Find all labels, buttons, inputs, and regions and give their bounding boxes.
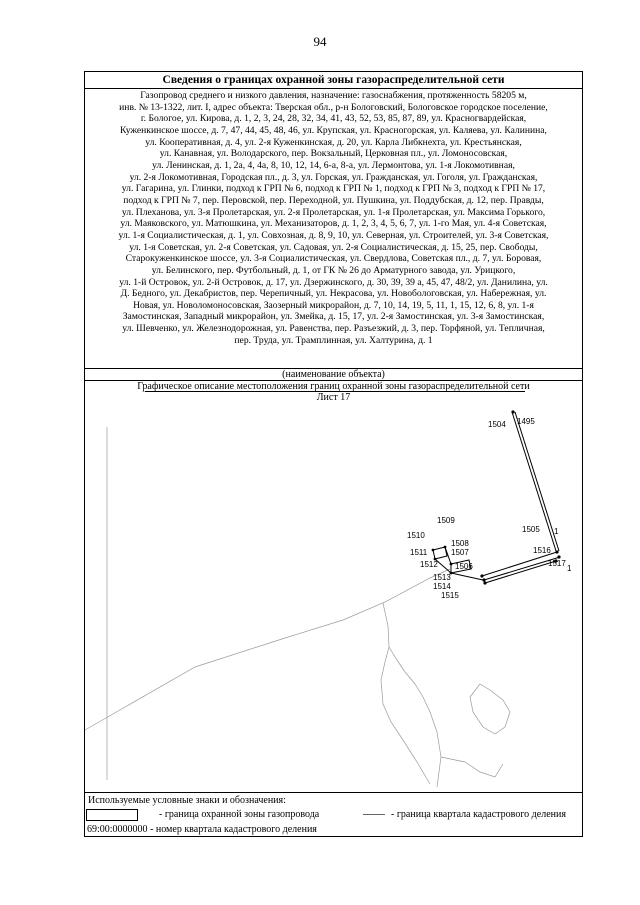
quarter-boundary-legend-text: - граница квартала кадастрового деления xyxy=(391,809,566,820)
point-label-1495: 1495 xyxy=(517,417,535,426)
point-label-1509: 1509 xyxy=(437,516,455,525)
point-label-1506: 1506 xyxy=(455,562,473,571)
description-line: Старокуженкинское шоссе, ул. 3-я Социалистическая, ул. Свердлова, Советская пл., д. 7, ул. Боровая, xyxy=(125,253,542,265)
legend-title: Используемые условные знаки и обозначения: xyxy=(88,795,286,806)
point-label-1: 1 xyxy=(554,527,559,536)
point-label-1504: 1504 xyxy=(488,420,506,429)
point-label-1511: 1511 xyxy=(410,548,428,557)
graphic-title: Графическое описание местоположения границ охранной зоны газораспределительной сети xyxy=(137,381,530,392)
description-line: Газопровод среднего и низкого давления, назначение: газоснабжения, протяженность 58205 м, xyxy=(140,90,527,101)
description-line: ул. Белинского, пер. Футбольный, д. 1, от ГК № 26 до Арматурного завода, ул. Урицкого, xyxy=(151,264,516,276)
sheet-title: Сведения о границах охранной зоны газораспределительной сети xyxy=(85,72,582,89)
description-line: ул. 1-й Островок, ул. 2-й Островок, д. 17, ул. Дзержинского, д. 30, 39, 39 а, 45, 47, 48/2, ул. Данилина, ул. xyxy=(119,276,548,288)
object-caption: (наименование объекта) xyxy=(85,368,582,381)
point-label-1517: 1517 xyxy=(548,559,566,568)
boundary-point xyxy=(450,563,453,566)
boundary-point xyxy=(555,550,558,553)
quarter-number-legend-text: - номер квартала кадастрового деления xyxy=(150,824,317,835)
description-line: ул. Гагарина, ул. Глинки, подход к ГРП № 6, подход к ГРП № 1, подход к ГРП № 3, подход к ГРП № 17, xyxy=(121,183,546,195)
quarter-boundary xyxy=(381,603,430,784)
description-line: ул. 1-я Социалистическая, д. 1, ул. Совхозная, д. 8, 9, 10, ул. Северная, ул. Строителей, ул. 3-я Советская, xyxy=(118,229,549,241)
quarter-boundary xyxy=(470,684,510,734)
point-label-1516: 1516 xyxy=(533,546,551,555)
quarter-boundary xyxy=(389,647,441,787)
quarter-number-legend xyxy=(87,824,317,835)
boundary-point xyxy=(511,410,514,413)
description-line: инв. № 13-1322, лит. I, адрес объекта: Тверская обл., р-н Бологовский, Бологовское городское поселение, xyxy=(119,101,548,113)
description-line: Д. Бедного, ул. Декабристов, пер. Черепичный, ул. Некрасова, ул. Новобологовская, ул. Набережная, ул. xyxy=(120,288,547,300)
point-label-1512: 1512 xyxy=(420,560,438,569)
description-line: Куженкинское шоссе, д. 7, 47, 44, 45, 48, 46, ул. Крупская, ул. Красногорская, ул. Каляева, ул. Калинина, xyxy=(120,124,547,136)
point-label-1514: 1514 xyxy=(433,582,451,591)
sheet-label: Лист 17 xyxy=(316,392,351,403)
zone-boundary-legend-text: - граница охранной зоны газопровода xyxy=(159,809,320,820)
quarter-boundary xyxy=(441,757,503,777)
description-line: ул. Канавная, ул. Володарского, пер. Вокзальный, Церковная пл., ул. Ломоносовская, xyxy=(159,148,508,160)
description-line: ул. Маяковского, ул. Матюшкина, ул. Механизаторов, д. 1, 2, 3, 4, 5, 6, 7, ул. 1-го Мая, ул. 4-я Советская, xyxy=(120,218,547,230)
point-label-1513: 1513 xyxy=(433,573,451,582)
point-label-1507: 1507 xyxy=(451,548,469,557)
description-line: ул. Шевченко, ул. Железнодорожная, ул. Равенства, пер. Разъезжий, д. 3, пер. Торфяной, ул. Тепличная, xyxy=(122,323,545,335)
description-line: ул. Ленинская, д. 1, 2а, 4, 4а, 8, 10, 12, 14, 6-а, 8-а, ул. Лермонтова, ул. 1-я Локомотивная, xyxy=(152,159,515,171)
boundary-point xyxy=(480,574,483,577)
description-line: пер. Труда, ул. Трамплинная, ул. Халтурина, д. 1 xyxy=(234,334,433,346)
quarter-boundary xyxy=(85,569,450,730)
boundary-point xyxy=(483,581,486,584)
description-line: ул. 1-я Советская, ул. 2-я Советская, ул. Садовая, ул. 2-я Социалистическая, д. 15, 25, пер. Свободы, xyxy=(129,241,538,253)
description-line: Замостинская, Западный микрорайон, ул. Змейка, д. 15, 17, ул. 2-я Замостинская, ул. 3-я Замостинская, xyxy=(122,311,545,323)
description-line: г. Бологое, ул. Кирова, д. 1, 2, 3, 24, 28, 32, 34, 41, 43, 52, 53, 85, 87, 89, ул. Красногвардейская, xyxy=(140,113,527,125)
point-label-1: 1 xyxy=(567,564,572,573)
zone-boundary xyxy=(451,573,483,580)
quarter-boundary-swatch xyxy=(363,814,385,815)
boundary-point xyxy=(432,549,435,552)
boundary-point xyxy=(444,546,447,549)
description-line: Новая, ул. Новоломоносовская, Заозерный микрорайон, д. 7, 10, 14, 19, 5, 11, 1, 15, 12, 6, 8, ул. 1-я xyxy=(133,299,534,311)
point-label-1515: 1515 xyxy=(441,591,459,600)
description-line: ул. Кооперативная, д. 4, ул. 2-я Куженкинская, д. 20, ул. Карла Либкнехта, ул. Крестьянская, xyxy=(145,136,522,148)
boundary-point xyxy=(482,578,485,581)
legend xyxy=(85,792,582,838)
point-label-1505: 1505 xyxy=(522,525,540,534)
description-line: ул. Плеханова, ул. 3-я Пролетарская, ул. 2-я Пролетарская, ул. 1-я Пролетарская, ул. Максима Горького, xyxy=(121,206,546,218)
quarter-number-sample: 69:00:0000000 xyxy=(87,824,148,835)
point-label-1508: 1508 xyxy=(451,539,469,548)
zone-boundary xyxy=(433,547,447,559)
page-number: 94 xyxy=(313,34,327,49)
description-line: ул. 2-я Локомотивная, Городская пл., д. 3, ул. Горская, ул. Гражданская, ул. Гоголя, ул. Гражданская, xyxy=(129,171,538,183)
point-label-1510: 1510 xyxy=(407,531,425,540)
description-line: подход к ГРП № 7, пер. Перовской, пер. Переходной, ул. Пушкина, ул. Поддубская, д. 12, пер. Правды, xyxy=(123,194,544,206)
zone-info-sheet xyxy=(84,71,583,837)
boundary-drawing xyxy=(85,72,582,836)
zone-boundary-legend-swatch xyxy=(86,809,138,821)
quarter-boundary-legend xyxy=(363,809,566,820)
